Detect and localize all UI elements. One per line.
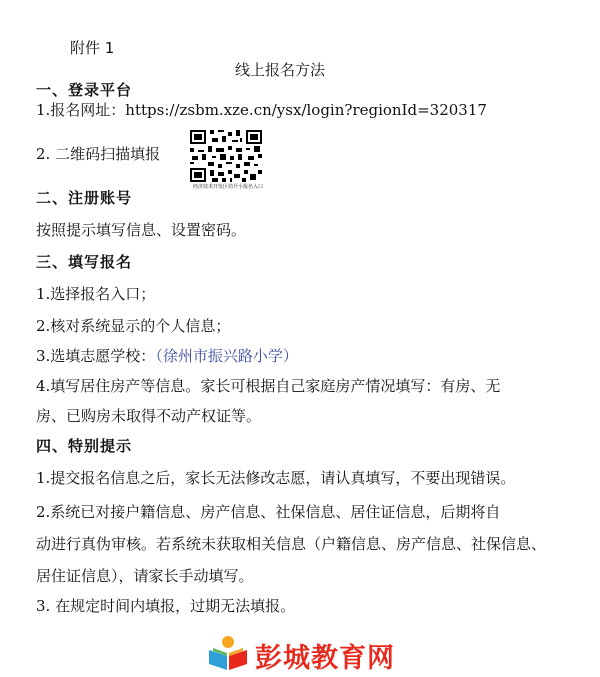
notice-2-line-2: 动进行真伪审核。若系统未获取相关信息（户籍信息、房产信息、社保信息、 bbox=[36, 535, 547, 553]
site-name: 彭城教育网 bbox=[255, 643, 395, 674]
document-title: 线上报名方法 bbox=[234, 61, 325, 79]
qr-caption: 经济技术开发区幼升小报名入口 bbox=[192, 184, 263, 190]
step-choose-school-label: 3.选填志愿学校： bbox=[36, 347, 156, 365]
notice-2-line-3: 居住证信息），请家长手动填写。 bbox=[36, 567, 254, 585]
step-verify-info: 2.核对系统显示的个人信息； bbox=[36, 317, 231, 335]
school-name: （徐州市振兴路小学） bbox=[155, 347, 298, 365]
attachment-label: 附件 1 bbox=[70, 39, 115, 57]
step-housing-line-1: 4.填写居住房产等信息。家长可根据自己家庭房产情况填写：有房、无 bbox=[36, 377, 501, 395]
qr-instruction: 2. 二维码扫描填报 bbox=[36, 145, 161, 163]
qr-code-icon bbox=[188, 128, 264, 184]
registration-url: 1.报名网址：https://zsbm.xze.cn/ysx/login?regionId=320317 bbox=[36, 101, 487, 119]
section-3-heading: 三、填写报名 bbox=[36, 253, 133, 271]
step-choose-school bbox=[36, 346, 298, 366]
book-logo-icon bbox=[205, 634, 251, 672]
step-select-entry: 1.选择报名入口； bbox=[36, 285, 156, 303]
step-housing-line-2: 房、已购房未取得不动产权证等。 bbox=[36, 407, 262, 425]
section-1-heading: 一、登录平台 bbox=[36, 81, 133, 99]
pengcheng-logo bbox=[205, 634, 405, 672]
notice-3: 3. 在规定时间内填报，过期无法填报。 bbox=[36, 597, 296, 615]
notice-2-line-1: 2.系统已对接户籍信息、房产信息、社保信息、居住证信息，后期将自 bbox=[36, 503, 501, 521]
notice-1: 1.提交报名信息之后，家长无法修改志愿，请认真填写，不要出现错误。 bbox=[36, 469, 516, 487]
section-2-heading: 二、注册账号 bbox=[36, 189, 133, 207]
register-instruction: 按照提示填写信息、设置密码。 bbox=[36, 221, 247, 239]
section-4-heading: 四、特别提示 bbox=[36, 437, 133, 455]
